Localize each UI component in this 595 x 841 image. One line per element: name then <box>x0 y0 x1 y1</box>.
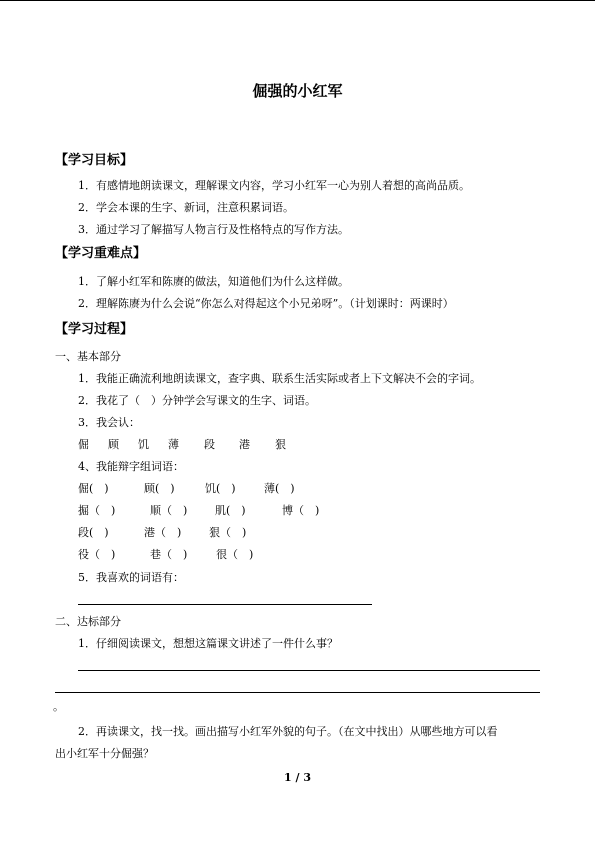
word-blank: 顺（ ) <box>150 504 188 517</box>
answer-line <box>78 670 540 671</box>
recognize-char: 顾 <box>108 438 119 451</box>
page-number: 1 / 3 <box>284 771 311 784</box>
top-border <box>0 0 595 1</box>
part2-question-1: 1．仔细阅读课文，想想这篇课文讲述了一件什么事？ <box>78 637 338 650</box>
objectives-heading: 【学习目标】 <box>55 153 134 168</box>
word-blank: 役（ ) <box>78 548 116 561</box>
end-mark: 。 <box>53 700 64 713</box>
word-blank: 倔( ) <box>78 482 109 495</box>
recognize-char: 狠 <box>275 438 286 451</box>
part1-question-3: 3．我会认： <box>78 416 140 429</box>
word-blank: 巷（ ) <box>150 548 188 561</box>
process-heading: 【学习过程】 <box>55 322 134 337</box>
word-blank: 很（ ) <box>216 548 254 561</box>
part1-question-4: 4、我能辩字组词语： <box>78 460 184 473</box>
answer-line <box>55 692 540 693</box>
part1-question-5: 5．我喜欢的词语有： <box>78 571 184 584</box>
key-points-heading: 【学习重难点】 <box>55 246 147 261</box>
recognize-char: 港 <box>239 438 250 451</box>
word-blank: 肌( ) <box>215 504 246 517</box>
objective-item: 2．学会本课的生字、新词，注意积累词语。 <box>78 201 294 214</box>
part1-question-2: 2．我花了（ ）分钟学会写课文的生字、词语。 <box>78 394 316 407</box>
part1-question-1: 1．我能正确流利地朗读课文，查字典、联系生活实际或者上下文解决不会的字词。 <box>78 372 481 385</box>
word-blank: 薄( ) <box>264 482 295 495</box>
word-blank: 饥( ) <box>205 482 236 495</box>
page-title: 倔强的小红军 <box>252 82 343 100</box>
recognize-char: 薄 <box>168 438 179 451</box>
recognize-char: 饥 <box>138 438 149 451</box>
word-blank: 段( ) <box>78 526 109 539</box>
part2-question-2-cont: 出小红军十分倔强？ <box>55 747 154 760</box>
word-blank: 博（ ) <box>282 504 320 517</box>
word-blank: 港（ ) <box>144 526 182 539</box>
key-point-item: 1．了解小红军和陈赓的做法，知道他们为什么这样做。 <box>78 275 349 288</box>
key-point-item: 2．理解陈赓为什么会说“你怎么对得起这个小兄弟呀”。（计划课时：两课时） <box>78 297 454 310</box>
objective-item: 3．通过学习了解描写人物言行及性格特点的写作方法。 <box>78 223 349 236</box>
part2-question-2: 2．再读课文，找一找。画出描写小红军外貌的句子。（在文中找出）从哪些地方可以看 <box>78 725 498 738</box>
word-blank: 顾( ) <box>144 482 175 495</box>
part2-label: 二、达标部分 <box>55 615 121 628</box>
word-blank: 狠（ ) <box>209 526 247 539</box>
answer-line <box>78 604 372 605</box>
word-blank: 掘（ ) <box>78 504 116 517</box>
recognize-char: 倔 <box>78 438 89 451</box>
part1-label: 一、基本部分 <box>55 350 121 363</box>
recognize-char: 段 <box>204 438 215 451</box>
objective-item: 1．有感情地朗读课文，理解课文内容，学习小红军一心为别人着想的高尚品质。 <box>78 179 470 192</box>
